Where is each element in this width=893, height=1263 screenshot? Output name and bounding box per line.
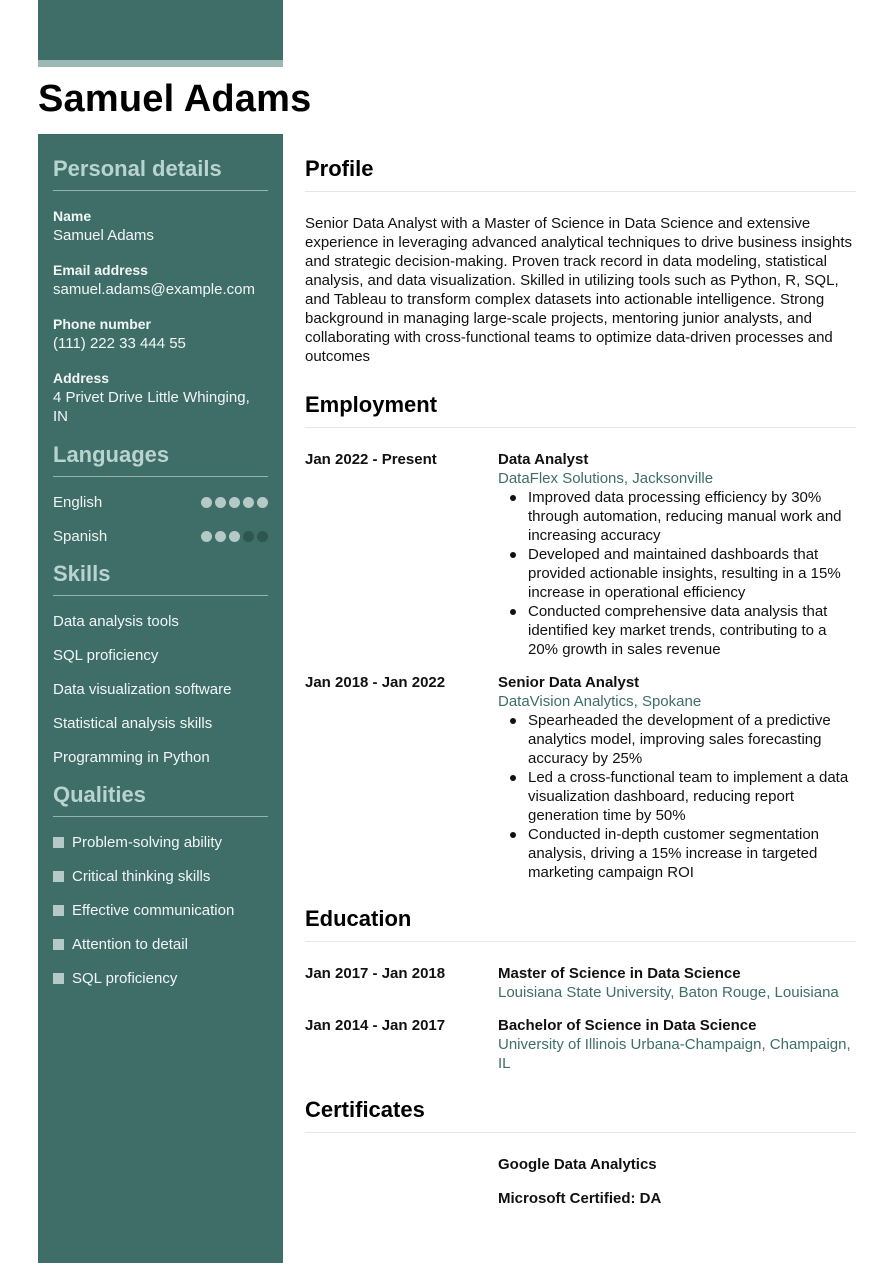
degree-title: Bachelor of Science in Data Science (498, 1017, 757, 1034)
phone-link[interactable]: (111) 222 33 444 55 (53, 335, 186, 352)
dot-filled-icon (257, 497, 268, 508)
job-title: Senior Data Analyst (498, 674, 640, 691)
achievement-list (498, 711, 856, 882)
profile-heading: Profile (305, 156, 856, 192)
certificates-heading: Certificates (305, 1097, 856, 1133)
quality-item (53, 969, 268, 988)
detail-label: Name (53, 208, 92, 224)
language-item (53, 527, 268, 546)
skill-item: Statistical analysis skills (53, 715, 213, 732)
achievement-item: Developed and maintained dashboards that provided actionable insights, resulting in a 15% increase in operational efficiency (528, 545, 856, 602)
institution: Louisiana State University, Baton Rouge, Louisiana (498, 984, 839, 1001)
detail-address (53, 369, 268, 426)
main-content (305, 156, 856, 1223)
detail-label: Phone number (53, 316, 152, 332)
proficiency-dots (201, 497, 268, 508)
language-name: English (53, 494, 103, 511)
personal-details-heading: Personal details (53, 156, 268, 191)
achievement-item: Spearheaded the development of a predictive analytics model, improving sales forecasting accuracy by 25% (528, 711, 856, 768)
dot-filled-icon (243, 497, 254, 508)
entry-date: Jan 2018 - Jan 2022 (305, 674, 446, 691)
quality-label: Critical thinking skills (72, 868, 211, 885)
certificate-item: Microsoft Certified: DA (498, 1190, 662, 1207)
detail-label: Email address (53, 262, 148, 278)
degree-title: Master of Science in Data Science (498, 965, 741, 982)
languages-heading: Languages (53, 442, 268, 477)
dot-filled-icon (215, 531, 226, 542)
profile-section (305, 156, 856, 366)
header-accent-stripe (38, 60, 283, 67)
language-name: Spanish (53, 528, 108, 545)
institution: University of Illinois Urbana-Champaign, Champaign, IL (498, 1036, 851, 1072)
detail-name (53, 207, 268, 245)
entry-date: Jan 2017 - Jan 2018 (305, 965, 446, 982)
header-color-band (38, 0, 283, 60)
employment-entry (305, 450, 856, 659)
entry-body (498, 1016, 856, 1073)
square-bullet-icon (53, 905, 64, 916)
quality-label: Attention to detail (72, 936, 188, 953)
entry-body (498, 450, 856, 659)
achievement-item: Conducted in-depth customer segmentation analysis, driving a 15% increase in targeted marketing campaign ROI (528, 825, 856, 882)
detail-phone (53, 315, 268, 353)
certificate-item: Google Data Analytics (498, 1156, 657, 1173)
square-bullet-icon (53, 871, 64, 882)
languages-section (53, 442, 268, 546)
employment-entry (305, 673, 856, 882)
quality-item (53, 901, 268, 920)
language-item (53, 493, 268, 512)
education-entry (305, 964, 856, 1002)
employer: DataFlex Solutions, Jacksonville (498, 470, 714, 487)
achievement-item: Led a cross-functional team to implement a data visualization dashboard, reducing report generation time by 50% (528, 768, 856, 825)
quality-label: Effective communication (72, 902, 235, 919)
dot-empty-icon (257, 531, 268, 542)
skill-item: Programming in Python (53, 749, 210, 766)
dot-filled-icon (229, 531, 240, 542)
proficiency-dots (201, 531, 268, 542)
education-section (305, 906, 856, 1073)
detail-value: 4 Privet Drive Little Whinging, IN (53, 389, 250, 425)
candidate-name: Samuel Adams (38, 78, 312, 120)
dot-filled-icon (215, 497, 226, 508)
certificates-section (305, 1097, 856, 1208)
square-bullet-icon (53, 973, 64, 984)
skill-item: SQL proficiency (53, 647, 159, 664)
quality-item (53, 833, 268, 852)
qualities-section (53, 782, 268, 988)
education-entry (305, 1016, 856, 1073)
profile-summary: Senior Data Analyst with a Master of Science in Data Science and extensive experience in leveraging advanced analytical techniques to drive business insights and strategic decision-making. Proven track record in data modeling, statistical analysis, and data visualization. Skilled in utilizing tools such as Python, R, SQL, and Tableau to transform complex datasets into actionable intelligence. Strong background in managing large-scale projects, mentoring junior analysts, and collaborating with cross-functional teams to optimize data-driven processes and outcomes (305, 215, 853, 365)
dot-filled-icon (201, 531, 212, 542)
employment-heading: Employment (305, 392, 856, 428)
dot-empty-icon (243, 531, 254, 542)
detail-value: Samuel Adams (53, 227, 154, 244)
square-bullet-icon (53, 837, 64, 848)
entry-body (498, 964, 856, 1002)
qualities-heading: Qualities (53, 782, 268, 817)
employer: DataVision Analytics, Spokane (498, 693, 702, 710)
square-bullet-icon (53, 939, 64, 950)
achievement-item: Improved data processing efficiency by 30% through automation, reducing manual work and increasing accuracy (528, 488, 856, 545)
quality-item (53, 935, 268, 954)
quality-label: SQL proficiency (72, 970, 178, 987)
achievement-item: Conducted comprehensive data analysis that identified key market trends, contributing to a 20% growth in sales revenue (528, 602, 856, 659)
skills-section (53, 561, 268, 767)
achievement-list (498, 488, 856, 659)
education-heading: Education (305, 906, 856, 942)
entry-body (498, 673, 856, 882)
sidebar (38, 134, 283, 1263)
employment-section (305, 392, 856, 882)
entry-date: Jan 2014 - Jan 2017 (305, 1017, 446, 1034)
quality-label: Problem-solving ability (72, 834, 223, 851)
skill-item: Data analysis tools (53, 613, 179, 630)
dot-filled-icon (201, 497, 212, 508)
quality-item (53, 867, 268, 886)
entry-date: Jan 2022 - Present (305, 451, 437, 468)
detail-email (53, 261, 268, 299)
skill-item: Data visualization software (53, 681, 232, 698)
skills-heading: Skills (53, 561, 268, 596)
email-link[interactable]: samuel.adams@example.com (53, 281, 255, 298)
job-title: Data Analyst (498, 451, 589, 468)
personal-details-section (53, 156, 268, 426)
detail-label: Address (53, 370, 110, 386)
dot-filled-icon (229, 497, 240, 508)
